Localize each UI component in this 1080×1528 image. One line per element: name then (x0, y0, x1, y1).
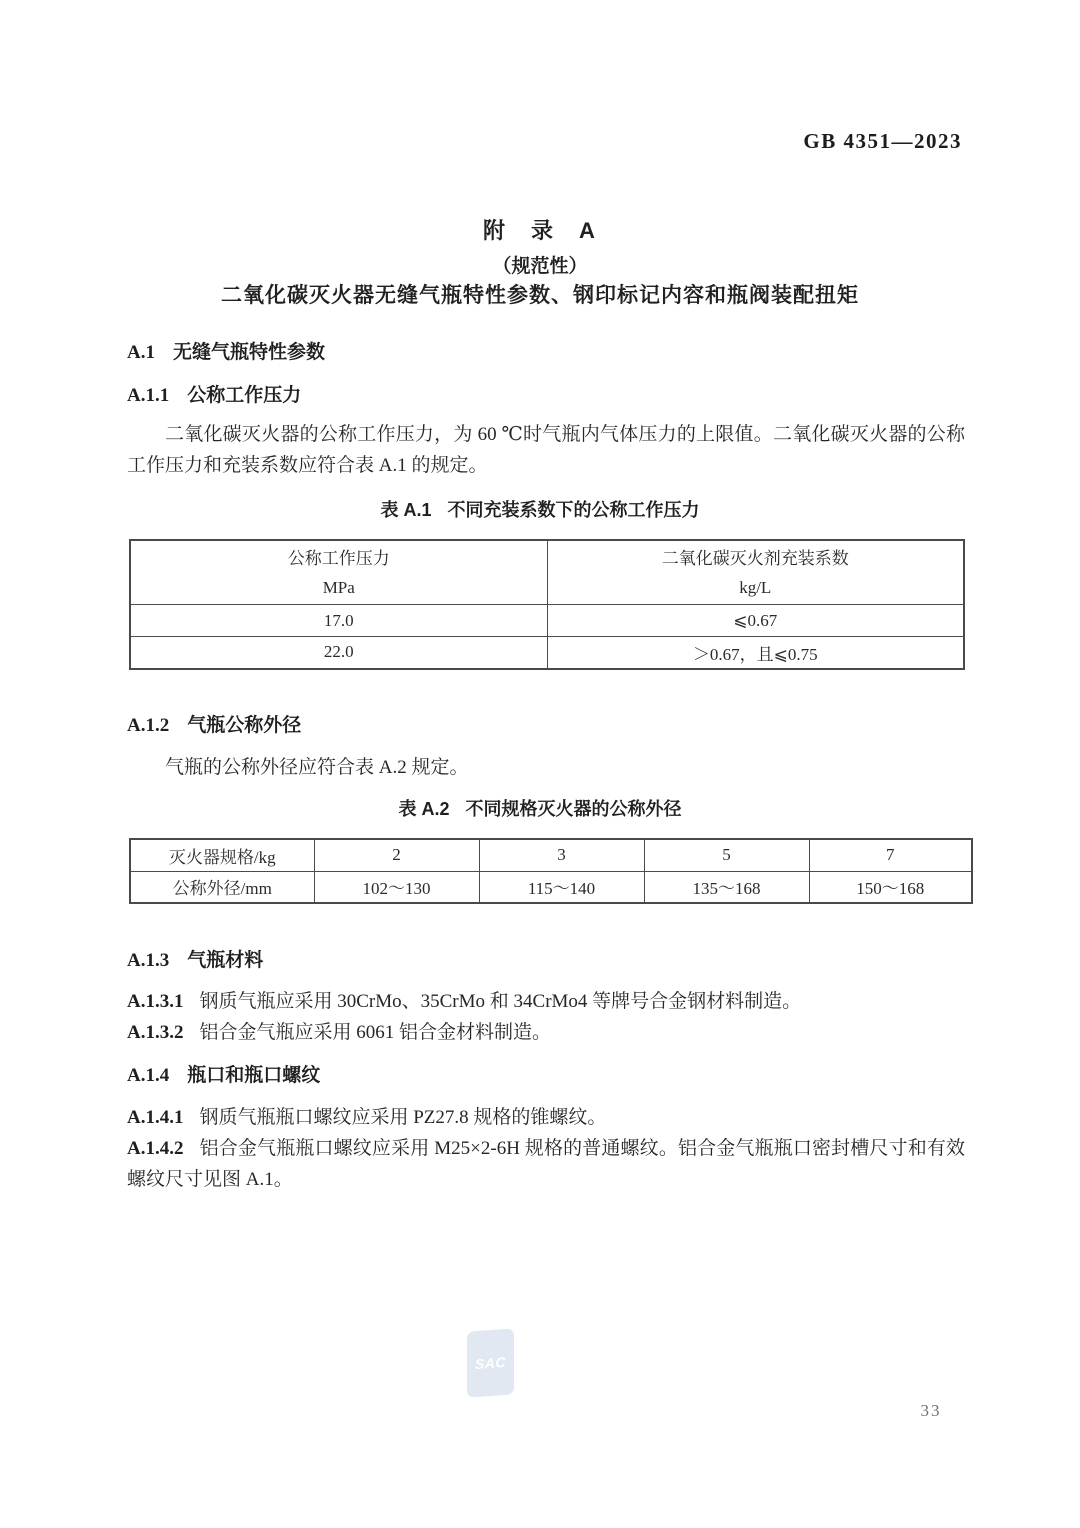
section-heading-a1-1 (127, 380, 301, 407)
column-header-unit: MPa (322, 577, 355, 597)
clause-number: A.1.4.1 (127, 1107, 184, 1128)
table-a2-caption (0, 795, 1080, 821)
table-row (130, 839, 972, 871)
table-row (130, 871, 972, 903)
table-a2 (129, 838, 973, 904)
sac-watermark-text: SAC (474, 1353, 507, 1373)
table-cell: 150～168 (809, 871, 972, 903)
table-cell: 135～168 (644, 871, 809, 903)
column-header-name: 二氧化碳灭火剂充装系数 (661, 548, 849, 568)
table-cell: 17.0 (130, 605, 547, 637)
page-number: 33 (920, 1401, 942, 1420)
paragraph-a1-1: 二氧化碳灭火器的公称工作压力，为 60 ℃时气瓶内气体压力的上限值。二氧化碳灭火器的公称工作压力和充装系数应符合表 A.1 的规定。 (127, 424, 965, 476)
clause-text: 铝合金气瓶应采用 6061 铝合金材料制造。 (199, 1022, 551, 1043)
table-a1 (129, 539, 965, 670)
table-cell: ＞0.67，且⩽0.75 (547, 637, 964, 669)
clause-text: 钢质气瓶瓶口螺纹应采用 PZ27.8 规格的锥螺纹。 (199, 1107, 607, 1128)
table-row-header: 灭火器规格/kg (130, 839, 314, 871)
table-cell: 7 (809, 839, 972, 871)
table-a1-col2-header (547, 540, 964, 605)
section-number: A.1 (127, 342, 155, 363)
table-caption-title: 不同规格灭火器的公称外径 (465, 799, 682, 819)
section-heading-a1-4 (127, 1060, 320, 1087)
table-header-row (130, 540, 964, 605)
section-title: 气瓶公称外径 (187, 715, 302, 736)
section-title: 公称工作压力 (187, 385, 302, 406)
appendix-normative-label: （规范性） (492, 256, 588, 277)
paragraph-a1-2: 气瓶的公称外径应符合表 A.2 规定。 (165, 757, 469, 778)
paragraph-a1-3-1 (127, 986, 965, 1017)
table-caption-label: 表 A.2 (398, 799, 450, 819)
section-number: A.1.1 (127, 385, 170, 406)
section-heading-a1-2 (127, 710, 301, 737)
clause-number: A.1.4.2 (127, 1138, 184, 1159)
column-header-name: 公称工作压力 (287, 548, 390, 568)
section-number: A.1.4 (127, 1065, 170, 1086)
appendix-title: 附 录 A (483, 218, 597, 243)
table-caption-label: 表 A.1 (380, 500, 432, 520)
clause-text: 钢质气瓶应采用 30CrMo、35CrMo 和 34CrMo4 等牌号合金钢材料制造。 (199, 991, 802, 1012)
section-title: 瓶口和瓶口螺纹 (187, 1065, 321, 1086)
table-cell: 115～140 (479, 871, 644, 903)
paragraph-a1-3-2 (127, 1017, 965, 1048)
section-title: 气瓶材料 (187, 950, 264, 971)
section-title: 无缝气瓶特性参数 (172, 342, 325, 363)
clause-text: 铝合金气瓶瓶口螺纹应采用 M25×2-6H 规格的普通螺纹。铝合金气瓶瓶口密封槽尺寸和有效螺纹尺寸见图 A.1。 (127, 1138, 965, 1190)
table-cell: 102～130 (314, 871, 479, 903)
section-heading-a1 (127, 337, 325, 364)
column-header-unit: kg/L (739, 577, 772, 597)
clause-number: A.1.3.2 (127, 1022, 184, 1043)
paragraph-a1-4-1 (127, 1102, 965, 1133)
paragraph-a1-4-2 (127, 1133, 965, 1195)
table-row (130, 605, 964, 637)
table-a1-caption (0, 496, 1080, 522)
table-row (130, 637, 964, 669)
standard-number: GB 4351—2023 (803, 129, 962, 153)
sac-watermark-logo (467, 1328, 514, 1397)
table-cell: 3 (479, 839, 644, 871)
table-cell: 2 (314, 839, 479, 871)
table-a1-col1-header (130, 540, 547, 605)
section-number: A.1.2 (127, 715, 170, 736)
section-heading-a1-3 (127, 945, 263, 972)
section-number: A.1.3 (127, 950, 170, 971)
table-cell: 5 (644, 839, 809, 871)
appendix-subject-title: 二氧化碳灭火器无缝气瓶特性参数、钢印标记内容和瓶阀装配扭矩 (221, 284, 859, 307)
table-cell: 22.0 (130, 637, 547, 669)
table-row-header: 公称外径/mm (130, 871, 314, 903)
clause-number: A.1.3.1 (127, 991, 184, 1012)
table-caption-title: 不同充装系数下的公称工作压力 (447, 500, 700, 520)
table-cell: ⩽0.67 (547, 605, 964, 637)
